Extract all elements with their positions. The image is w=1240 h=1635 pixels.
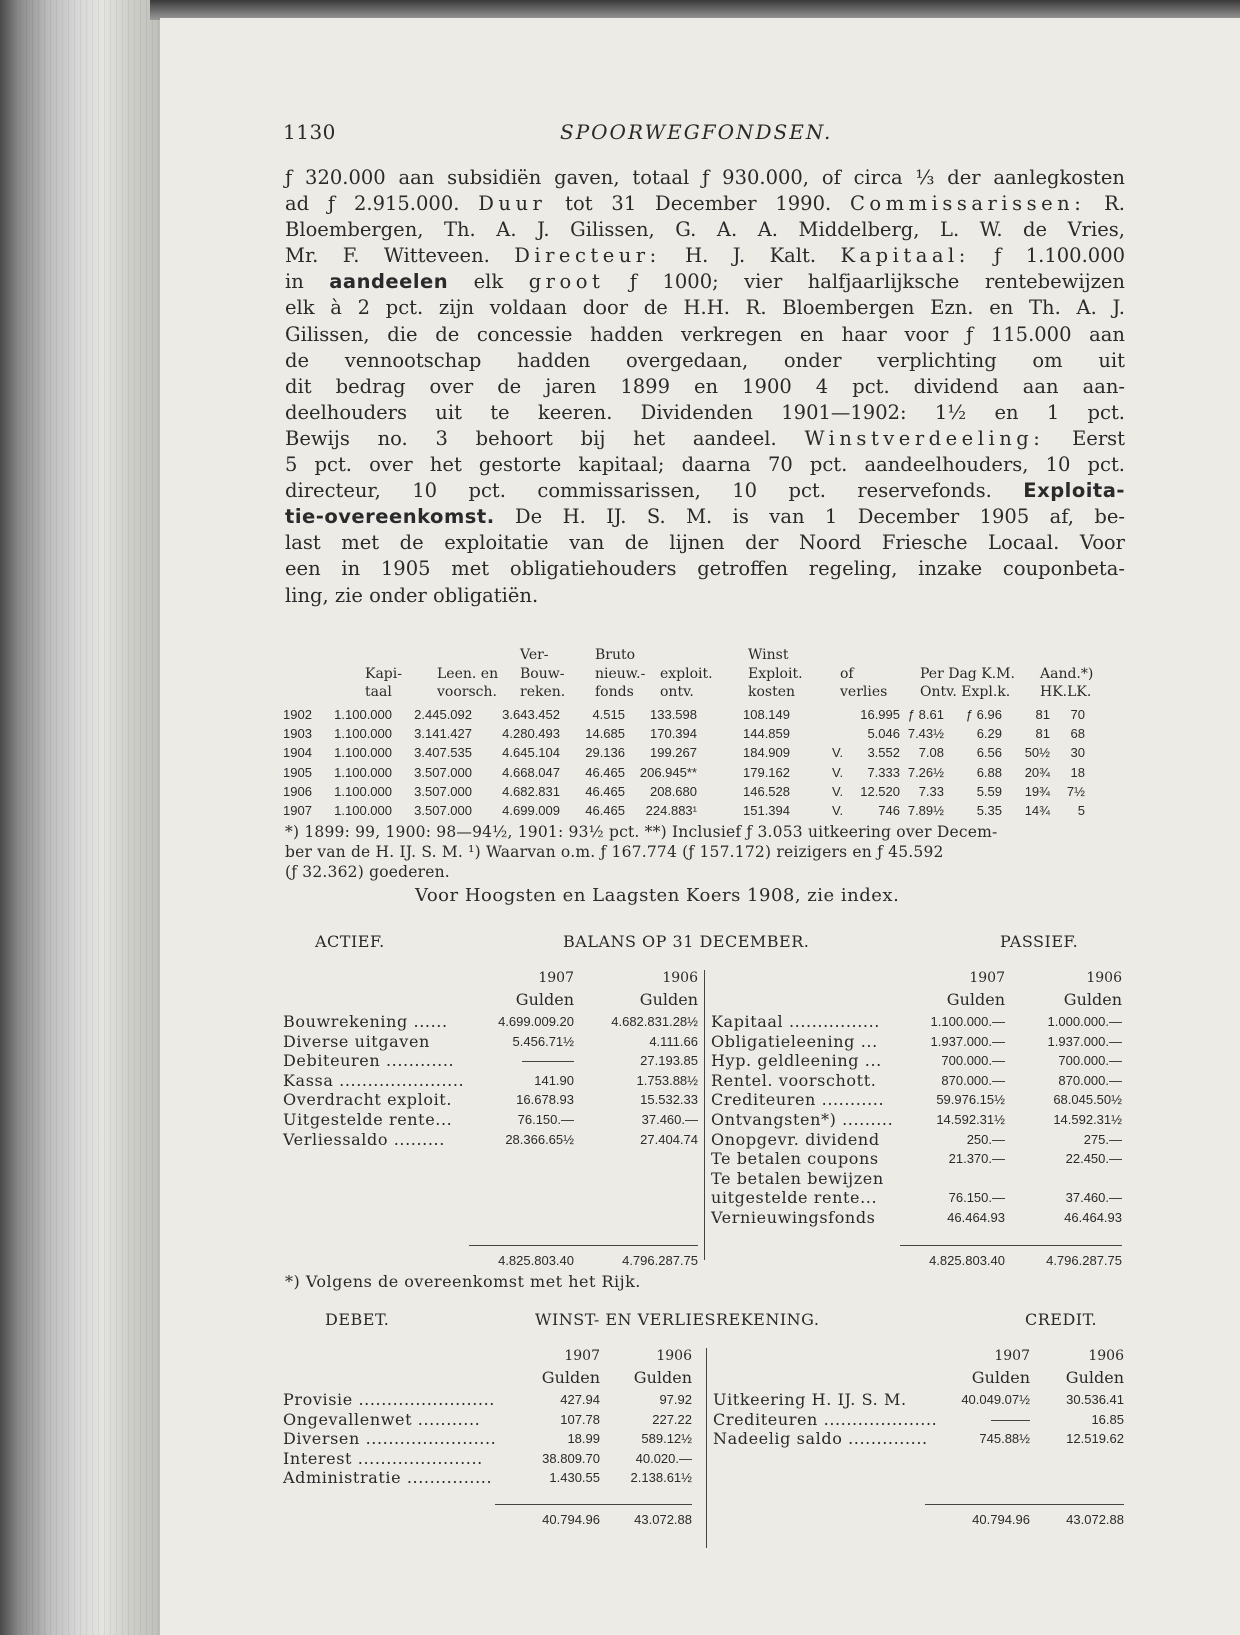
account-value: ——— [991, 1411, 1030, 1427]
account-value: 68.045.50½ [1053, 1092, 1122, 1108]
account-item-label: Ontvangsten*) ......... [711, 1110, 894, 1129]
stats-cell: 6.29 [976, 726, 1002, 742]
account-title: WINST- EN VERLIESREKENING. [535, 1310, 820, 1329]
column-year: 1907 [994, 1348, 1030, 1364]
stats-cell: 16.995 [860, 707, 900, 722]
account-value: 4.699.009.20 [498, 1014, 574, 1029]
account-value: 76.150.— [517, 1112, 574, 1127]
account-item-label: uitgestelde rente... [711, 1188, 878, 1208]
stats-cell: 144.859 [743, 726, 790, 742]
stats-header-cell: Bouw- [520, 665, 565, 682]
account-value: 18.99 [567, 1431, 600, 1447]
account-value: 28.366.65½ [505, 1131, 574, 1147]
stats-cell: 3.643.452 [502, 707, 560, 722]
account-total: 43.072.88 [1066, 1512, 1124, 1527]
stats-cell: 199.267 [650, 745, 697, 761]
stats-header-cell: Winst [748, 647, 789, 663]
account-item-label: Kassa ...................... [283, 1070, 465, 1090]
account-value: 37.460.— [641, 1112, 698, 1127]
page-number: 1130 [283, 120, 336, 144]
stats-cell: 206.945** [639, 764, 697, 780]
stats-header-cell: nieuw.- [595, 665, 646, 682]
stats-cell: 81 [1035, 707, 1050, 722]
stats-cell: 170.394 [650, 726, 697, 742]
account-item-label: Kapitaal ................ [711, 1012, 880, 1031]
paragraph-line: Gilissen, die de concessie hadden verkregen en haar voor ƒ 115.000 aan [285, 322, 1125, 346]
account-footnote: *) Volgens de overeenkomst met het Rijk. [285, 1272, 641, 1291]
column-unit: Gulden [1065, 1368, 1124, 1387]
account-item-label: Diversen ....................... [283, 1429, 497, 1449]
stats-cell: 4.668.047 [502, 764, 560, 780]
stats-header-cell: Exploit. [748, 665, 803, 682]
stats-footnote-line: ber van de H. IJ. S. M. ¹) Waarvan o.m. ƒ 167.774 (ƒ 157.172) reizigers en ƒ 45.592 [285, 843, 944, 861]
account-value: 700.000.— [1058, 1053, 1122, 1069]
account-item-label: Nadeelig saldo .............. [713, 1429, 928, 1449]
column-year: 1906 [1086, 970, 1122, 986]
stats-header-cell: fonds [595, 684, 634, 700]
stats-sign: V. [832, 745, 844, 761]
account-value: 76.150.— [948, 1190, 1005, 1206]
stats-cell: 5.35 [976, 803, 1002, 818]
stats-cell: 4.515 [592, 707, 625, 722]
account-label-right: CREDIT. [1025, 1310, 1098, 1329]
account-item-label: Te betalen bewijzen [711, 1168, 884, 1188]
account-label-left: ACTIEF. [315, 932, 385, 951]
account-value: 46.464.93 [1064, 1210, 1122, 1225]
paragraph-line: dit bedrag over de jaren 1899 en 1900 4 pct. dividend aan aan- [285, 374, 1125, 398]
account-value: 227.22 [652, 1411, 692, 1427]
account-value: 250.— [966, 1131, 1005, 1147]
account-item-label: Bouwrekening ...... [283, 1012, 448, 1031]
spaced-term: Commissarissen: [850, 192, 1086, 216]
account-value: 27.193.85 [640, 1053, 698, 1069]
stats-cell: 18 [1070, 764, 1085, 780]
stats-cell: 7.333 [867, 764, 900, 780]
stats-cell: 133.598 [650, 707, 697, 722]
account-item-label: Verliessaldo ......... [283, 1129, 445, 1149]
column-unit: Gulden [971, 1368, 1030, 1387]
paragraph-line: 5 pct. over het gestorte kapitaal; daarna 70 pct. aandeelhouders, 10 pct. [285, 453, 1125, 477]
stats-cell: 81 [1035, 726, 1050, 742]
stats-header-cell: verlies [840, 684, 888, 700]
paragraph-line: ad ƒ 2.915.000. Duur tot 31 December 1990. Commissarissen: R. [285, 192, 1125, 216]
account-value: 40.049.07½ [961, 1392, 1030, 1407]
account-item-label: Administratie ............... [283, 1468, 493, 1488]
stats-cell: 1.100.000 [334, 803, 392, 818]
account-value: 16.85 [1091, 1411, 1124, 1427]
account-value: 1.753.88½ [636, 1072, 698, 1088]
stats-cell: 7.33 [918, 783, 944, 799]
stats-cell: 7.43½ [907, 726, 944, 742]
account-item-label: Diverse uitgaven [283, 1031, 430, 1051]
paragraph-line: last met de exploitatie van de lijnen der Noord Friesche Locaal. Voor [285, 531, 1125, 555]
account-item-label: Interest ...................... [283, 1448, 483, 1468]
stats-cell: 184.909 [743, 745, 790, 761]
stats-cell: 68 [1070, 726, 1085, 742]
stats-year: 1902 [283, 707, 312, 722]
stats-header-cell: taal [365, 684, 392, 700]
stats-cell: 6.56 [976, 745, 1002, 761]
stats-cell: 70 [1070, 707, 1085, 722]
account-value: 700.000.— [941, 1053, 1005, 1069]
stats-cell: 3.507.000 [414, 803, 472, 818]
paragraph-line: tie-overeenkomst. De H. IJ. S. M. is van 1 December 1905 af, be- [285, 505, 1125, 529]
account-value: 15.532.33 [640, 1092, 698, 1108]
stats-year: 1903 [283, 726, 312, 742]
account-title: BALANS OP 31 DECEMBER. [563, 932, 810, 951]
account-total: 40.794.96 [542, 1512, 600, 1527]
account-value: 1.430.55 [549, 1470, 600, 1486]
stats-header-cell: of [840, 665, 854, 682]
stats-cell: 208.680 [650, 783, 697, 799]
paragraph-line: elk à 2 pct. zijn voldaan door de H.H. R. Bloembergen Ezn. en Th. A. J. [285, 296, 1125, 320]
account-total: 4.796.287.75 [622, 1253, 698, 1268]
column-year: 1906 [656, 1348, 692, 1364]
stats-year: 1906 [283, 783, 312, 799]
stats-cell: 6.88 [976, 764, 1002, 780]
spaced-term: Directeur: [514, 244, 661, 268]
account-value: 16.678.93 [516, 1092, 574, 1108]
paragraph-line: directeur, 10 pct. commissarissen, 10 pct. reservefonds. Exploita- [285, 479, 1125, 503]
account-value: 1.000.000.— [1047, 1014, 1122, 1029]
stats-cell: 46.465 [585, 764, 625, 780]
stats-header-cell: Bruto [595, 647, 636, 663]
account-total: 4.825.803.40 [929, 1253, 1005, 1268]
stats-sign: V. [832, 803, 844, 818]
stats-cell: 46.465 [585, 803, 625, 818]
stats-header-cell: kosten [748, 684, 796, 700]
column-year: 1907 [564, 1348, 600, 1364]
paragraph-line: Mr. F. Witteveen. Directeur: H. J. Kalt. Kapitaal: ƒ 1.100.000 [285, 244, 1126, 268]
stats-year: 1907 [283, 803, 312, 818]
stats-cell: 46.465 [585, 783, 625, 799]
account-value: 46.464.93 [947, 1210, 1005, 1225]
column-unit: Gulden [1063, 990, 1122, 1009]
stats-footnote-line: (ƒ 32.362) goederen. [285, 863, 450, 881]
stats-cell: 3.507.000 [414, 783, 472, 799]
stats-cell: 5 [1077, 803, 1085, 818]
account-divider [704, 970, 705, 1260]
paragraph-line: ƒ 320.000 aan subsidiën gaven, totaal ƒ 930.000, of circa ⅓ der aanlegkosten [285, 166, 1125, 189]
column-year: 1906 [1088, 1348, 1124, 1364]
paragraph-line: Bloembergen, Th. A. J. Gilissen, G. A. A. Middelberg, L. W. de Vries, [285, 218, 1125, 242]
account-total: 43.072.88 [634, 1512, 692, 1527]
account-total: 4.825.803.40 [498, 1253, 574, 1268]
stats-cell: 3.141.427 [414, 726, 472, 742]
account-value: 4.682.831.28½ [611, 1014, 698, 1029]
stats-cell: 7.89½ [907, 803, 944, 818]
account-item-label: Vernieuwingsfonds [711, 1208, 876, 1227]
column-unit: Gulden [541, 1368, 600, 1387]
account-value: 745.88½ [979, 1431, 1030, 1447]
stats-cell: 3.407.535 [414, 745, 472, 761]
account-item-label: Overdracht exploit. [283, 1090, 453, 1110]
stats-cell: 5.046 [867, 726, 900, 742]
total-rule [469, 1245, 698, 1246]
account-value: 870.000.— [1058, 1072, 1122, 1088]
stats-cell: ƒ 6.96 [965, 707, 1002, 722]
account-item-label: Te betalen coupons [711, 1149, 879, 1169]
stats-cell: 50½ [1024, 745, 1050, 761]
stats-cell: 3.552 [867, 745, 900, 761]
spaced-term: Duur [478, 192, 547, 216]
account-item-label: Debiteuren ............ [283, 1051, 455, 1071]
account-value: 38.809.70 [542, 1450, 600, 1466]
total-rule [925, 1504, 1124, 1505]
stats-cell: 14.685 [585, 726, 625, 742]
stats-cell: 7½ [1066, 783, 1085, 799]
account-value: 12.519.62 [1066, 1431, 1124, 1447]
account-value: 427.94 [560, 1392, 600, 1407]
stats-header-cell: Ontv. Expl.k. [920, 684, 1011, 700]
stats-cell: 5.59 [976, 783, 1002, 799]
account-item-label: Crediteuren ........... [711, 1090, 885, 1110]
stats-cell: 2.445.092 [414, 707, 472, 722]
stats-cell: 29.136 [585, 745, 625, 761]
stats-header-cell: HK.LK. [1040, 684, 1092, 700]
stats-cell: 746 [878, 803, 900, 818]
stats-header-cell: ontv. [660, 684, 694, 700]
account-total: 40.794.96 [972, 1512, 1030, 1527]
account-value: 1.937.000.— [930, 1033, 1005, 1049]
bold-heading: aandeelen [329, 270, 449, 294]
account-label-left: DEBET. [325, 1310, 390, 1329]
stats-cell: 4.682.831 [502, 783, 560, 799]
stats-sign: V. [832, 764, 844, 780]
running-title: SPOORWEGFONDSEN. [560, 120, 833, 144]
stats-header-cell: Per Dag K.M. [920, 665, 1015, 682]
account-value: 5.456.71½ [512, 1033, 574, 1049]
stats-cell: 4.280.493 [502, 726, 560, 742]
column-unit: Gulden [946, 990, 1005, 1009]
paragraph-line: deelhouders uit te keeren. Dividenden 1901—1902: 1½ en 1 pct. [285, 400, 1125, 424]
column-unit: Gulden [633, 1368, 692, 1387]
account-item-label: Ongevallenwet ........... [283, 1409, 481, 1429]
stats-header-cell: voorsch. [437, 684, 497, 700]
paragraph-line: in aandeelen elk groot ƒ 1000; vier halfjaarlijksche rentebewijzen [285, 270, 1125, 294]
stats-cell: 108.149 [743, 707, 790, 722]
stats-sign: V. [832, 783, 844, 799]
account-value: 107.78 [560, 1411, 600, 1427]
account-item-label: Uitgestelde rente... [283, 1110, 453, 1129]
spaced-term: Kapitaal: [840, 244, 970, 268]
account-value: 37.460.— [1065, 1190, 1122, 1206]
stats-cell: 19¾ [1024, 783, 1050, 799]
total-rule [900, 1245, 1122, 1246]
stats-cell: 1.100.000 [334, 764, 392, 780]
bold-heading: tie-overeenkomst. [285, 505, 495, 529]
account-item-label: Rentel. voorschott. [711, 1070, 877, 1090]
stats-cell: 1.100.000 [334, 783, 392, 799]
stats-cell: 146.528 [743, 783, 790, 799]
column-year: 1906 [662, 970, 698, 986]
stats-header-cell: Ver- [520, 647, 549, 663]
account-item-label: Provisie ........................ [283, 1390, 495, 1409]
stats-cell: 1.100.000 [334, 745, 392, 761]
account-value: ———— [522, 1053, 574, 1069]
stats-cell: 20¾ [1024, 764, 1050, 780]
stats-cell: 3.507.000 [414, 764, 472, 780]
stats-year: 1904 [283, 745, 312, 761]
column-year: 1907 [969, 970, 1005, 986]
spine-page-edges [20, 0, 160, 1635]
paragraph-line: een in 1905 met obligatiehouders getroffen regeling, inzake couponbeta- [285, 557, 1125, 581]
account-divider [706, 1348, 707, 1548]
column-unit: Gulden [515, 990, 574, 1009]
paragraph-line: Bewijs no. 3 behoort bij het aandeel. Winstverdeeling: Eerst [285, 426, 1126, 450]
stats-cell: 1.100.000 [334, 726, 392, 742]
account-value: 22.450.— [1065, 1151, 1122, 1167]
stats-cell: 4.645.104 [502, 745, 560, 761]
account-value: 97.92 [659, 1392, 692, 1407]
stats-cell: 30 [1070, 745, 1085, 761]
stats-header-cell: Aand.*) [1040, 665, 1094, 682]
account-value: 275.— [1083, 1131, 1122, 1147]
paragraph-line: de vennootschap hadden overgedaan, onder verplichting om uit [285, 348, 1125, 372]
stats-cell: 7.26½ [907, 764, 944, 780]
stats-cell: 12.520 [860, 783, 900, 799]
stats-cell: 224.883¹ [645, 803, 697, 818]
body-paragraph [285, 165, 1125, 609]
account-value: 1.937.000.— [1047, 1033, 1122, 1049]
stats-header-cell: Leen. en [437, 665, 499, 682]
account-value: 14.592.31½ [1053, 1112, 1122, 1127]
stats-cell: 4.699.009 [502, 803, 560, 818]
column-year: 1907 [538, 970, 574, 986]
stats-header-cell: exploit. [660, 665, 713, 682]
account-value: 40.020.— [635, 1450, 692, 1466]
stats-header-cell: Kapi- [365, 665, 402, 682]
account-value: 14.592.31½ [936, 1112, 1005, 1127]
stats-year: 1905 [283, 764, 312, 780]
account-value: 2.138.61½ [630, 1470, 692, 1486]
koers-note: Voor Hoogsten en Laagsten Koers 1908, zie index. [415, 885, 900, 906]
spaced-term: Winstverdeeling: [804, 426, 1045, 450]
stats-cell: 179.162 [743, 764, 790, 780]
account-item-label: Onopgevr. dividend [711, 1129, 880, 1149]
stats-cell: 1.100.000 [334, 707, 392, 722]
stats-cell: 7.08 [918, 745, 944, 761]
stats-cell: ƒ 8.61 [907, 707, 944, 722]
account-label-right: PASSIEF. [1000, 932, 1079, 951]
account-item-label: Hyp. geldleening ... [711, 1051, 882, 1071]
account-value: 589.12½ [641, 1431, 692, 1447]
account-value: 30.536.41 [1066, 1392, 1124, 1407]
stats-cell: 151.394 [743, 803, 790, 818]
account-value: 27.404.74 [640, 1131, 698, 1147]
account-value: 59.976.15½ [936, 1092, 1005, 1108]
account-value: 870.000.— [941, 1072, 1005, 1088]
account-value: 4.111.66 [649, 1033, 698, 1049]
account-value: 21.370.— [948, 1151, 1005, 1167]
account-item-label: Obligatieleening ... [711, 1031, 878, 1051]
account-item-label: Crediteuren .................... [713, 1409, 938, 1429]
stats-footnote-line: *) 1899: 99, 1900: 98—94½, 1901: 93½ pct. **) Inclusief ƒ 3.053 uitkeering over Decem- [285, 823, 998, 841]
bold-heading: Exploita- [1023, 479, 1125, 503]
spaced-term: groot [528, 270, 605, 294]
column-unit: Gulden [639, 990, 698, 1009]
paragraph-line: ling, zie onder obligatiën. [285, 583, 539, 607]
account-total: 4.796.287.75 [1046, 1253, 1122, 1268]
stats-cell: 14¾ [1024, 803, 1050, 818]
page-top-shadow [150, 0, 1240, 20]
total-rule [495, 1504, 692, 1505]
account-item-label: Uitkeering H. IJ. S. M. [713, 1390, 907, 1409]
account-value: 141.90 [534, 1072, 574, 1088]
stats-header-cell: reken. [520, 684, 566, 700]
account-value: 1.100.000.— [930, 1014, 1005, 1029]
